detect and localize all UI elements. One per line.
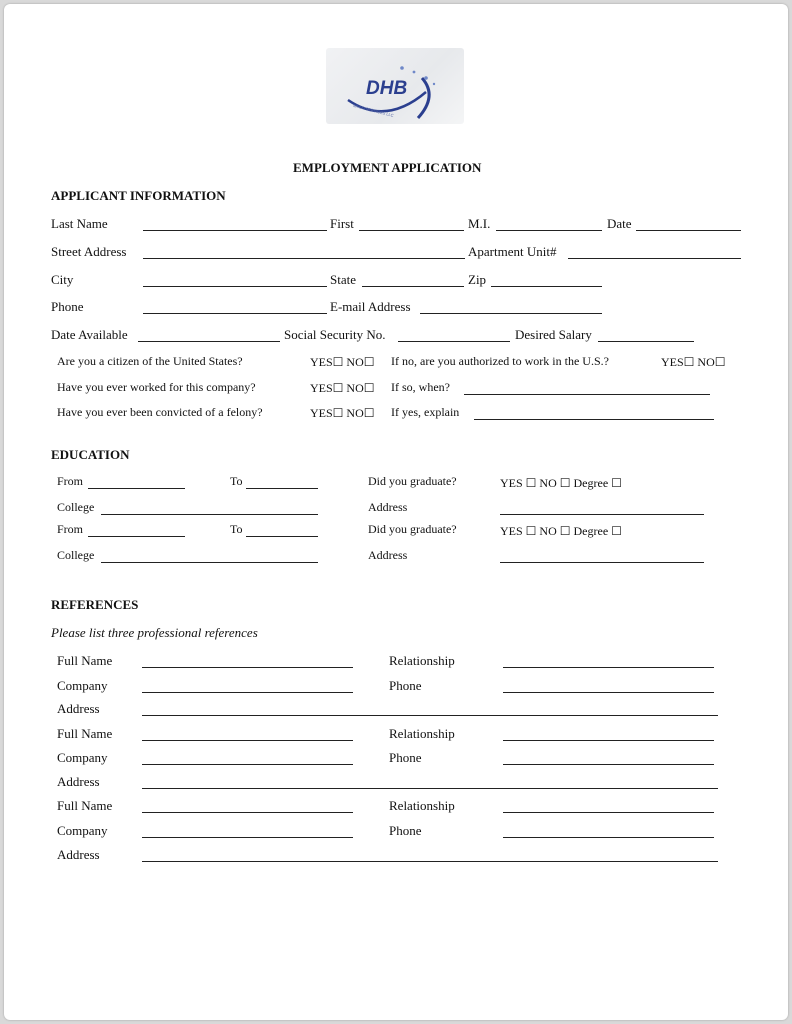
ref-full-name-field[interactable] [142,740,353,741]
ssn-field[interactable] [398,341,510,342]
when-field[interactable] [464,394,710,395]
edu-graduate-checkboxes[interactable]: YES ☐ NO ☐ Degree ☐ [500,476,622,490]
street-address-field[interactable] [143,258,465,259]
ref-relationship-label: Relationship [389,798,455,813]
zip-field[interactable] [491,286,602,287]
desired-salary-field[interactable] [598,341,694,342]
street-address-label: Street Address [51,244,127,259]
edu-college-label: College [57,500,95,514]
ref-company-label: Company [57,750,108,765]
zip-label: Zip [468,272,487,287]
felony-checkboxes[interactable]: YES☐ NO☐ [310,406,375,420]
edu-to-label: To [230,522,243,536]
edu-from-label: From [57,474,84,488]
authorized-question: If no, are you authorized to work in the U.S.? [391,354,609,368]
city-field[interactable] [143,286,327,287]
edu-to-label: To [230,474,243,488]
mi-field[interactable] [496,230,602,231]
edu-from-field[interactable] [88,488,185,489]
edu-college-field[interactable] [101,562,318,563]
last-name-field[interactable] [143,230,327,231]
phone-label: Phone [51,299,84,314]
edu-address-label: Address [368,548,408,562]
date-field[interactable] [636,230,741,231]
page-title: EMPLOYMENT APPLICATION [293,160,482,175]
edu-graduate-label: Did you graduate? [368,522,457,536]
ref-full-name-label: Full Name [57,798,113,813]
ref-address-label: Address [57,847,100,862]
ref-phone-label: Phone [389,750,422,765]
ref-phone-label: Phone [389,678,422,693]
ref-address-field[interactable] [142,861,718,862]
worked-question: Have you ever worked for this company? [57,380,256,394]
edu-graduate-label: Did you graduate? [368,474,457,488]
ref-company-field[interactable] [142,692,353,693]
ssn-label: Social Security No. [284,327,386,342]
ref-full-name-field[interactable] [142,667,353,668]
edu-college-label: College [57,548,95,562]
apartment-label: Apartment Unit# [468,244,557,259]
references-note: Please list three professional references [51,625,258,640]
felony-question: Have you ever been convicted of a felony? [57,405,263,419]
logo-text: DHB [366,78,408,99]
email-field[interactable] [420,313,602,314]
edu-from-field[interactable] [88,536,185,537]
explain-label: If yes, explain [391,405,460,419]
citizen-checkboxes[interactable]: YES☐ NO☐ [310,355,375,369]
company-logo [326,48,464,124]
when-label: If so, when? [391,380,450,394]
references-heading: REFERENCES [51,597,139,612]
state-field[interactable] [362,286,464,287]
ref-company-field[interactable] [142,764,353,765]
date-label: Date [607,216,632,231]
citizen-question: Are you a citizen of the United States? [57,354,243,368]
ref-phone-field[interactable] [503,764,714,765]
first-name-label: First [330,216,354,231]
explain-field[interactable] [474,419,714,420]
applicant-heading: APPLICANT INFORMATION [51,188,226,203]
ref-address-label: Address [57,701,100,716]
first-name-field[interactable] [359,230,464,231]
education-heading: EDUCATION [51,447,130,462]
edu-address-label: Address [368,500,408,514]
phone-field[interactable] [143,313,327,314]
date-available-field[interactable] [138,341,280,342]
ref-phone-field[interactable] [503,692,714,693]
city-label: City [51,272,74,287]
edu-graduate-checkboxes[interactable]: YES ☐ NO ☐ Degree ☐ [500,524,622,538]
logo-subtext: MULTI SERVICES LLC [352,103,395,118]
ref-address-label: Address [57,774,100,789]
state-label: State [330,272,356,287]
ref-relationship-field[interactable] [503,812,714,813]
ref-relationship-label: Relationship [389,653,455,668]
ref-full-name-label: Full Name [57,726,113,741]
ref-company-field[interactable] [142,837,353,838]
ref-phone-field[interactable] [503,837,714,838]
desired-salary-label: Desired Salary [515,327,592,342]
ref-address-field[interactable] [142,715,718,716]
ref-full-name-field[interactable] [142,812,353,813]
ref-relationship-label: Relationship [389,726,455,741]
ref-company-label: Company [57,678,108,693]
ref-relationship-field[interactable] [503,740,714,741]
ref-address-field[interactable] [142,788,718,789]
date-available-label: Date Available [51,327,128,342]
edu-to-field[interactable] [246,488,318,489]
edu-from-label: From [57,522,84,536]
authorized-checkboxes[interactable]: YES☐ NO☐ [661,355,726,369]
ref-relationship-field[interactable] [503,667,714,668]
ref-company-label: Company [57,823,108,838]
edu-address-field[interactable] [500,562,704,563]
last-name-label: Last Name [51,216,108,231]
worked-checkboxes[interactable]: YES☐ NO☐ [310,381,375,395]
ref-full-name-label: Full Name [57,653,113,668]
email-label: E-mail Address [330,299,411,314]
edu-address-field[interactable] [500,514,704,515]
edu-college-field[interactable] [101,514,318,515]
apartment-field[interactable] [568,258,741,259]
edu-to-field[interactable] [246,536,318,537]
ref-phone-label: Phone [389,823,422,838]
mi-label: M.I. [468,216,491,231]
